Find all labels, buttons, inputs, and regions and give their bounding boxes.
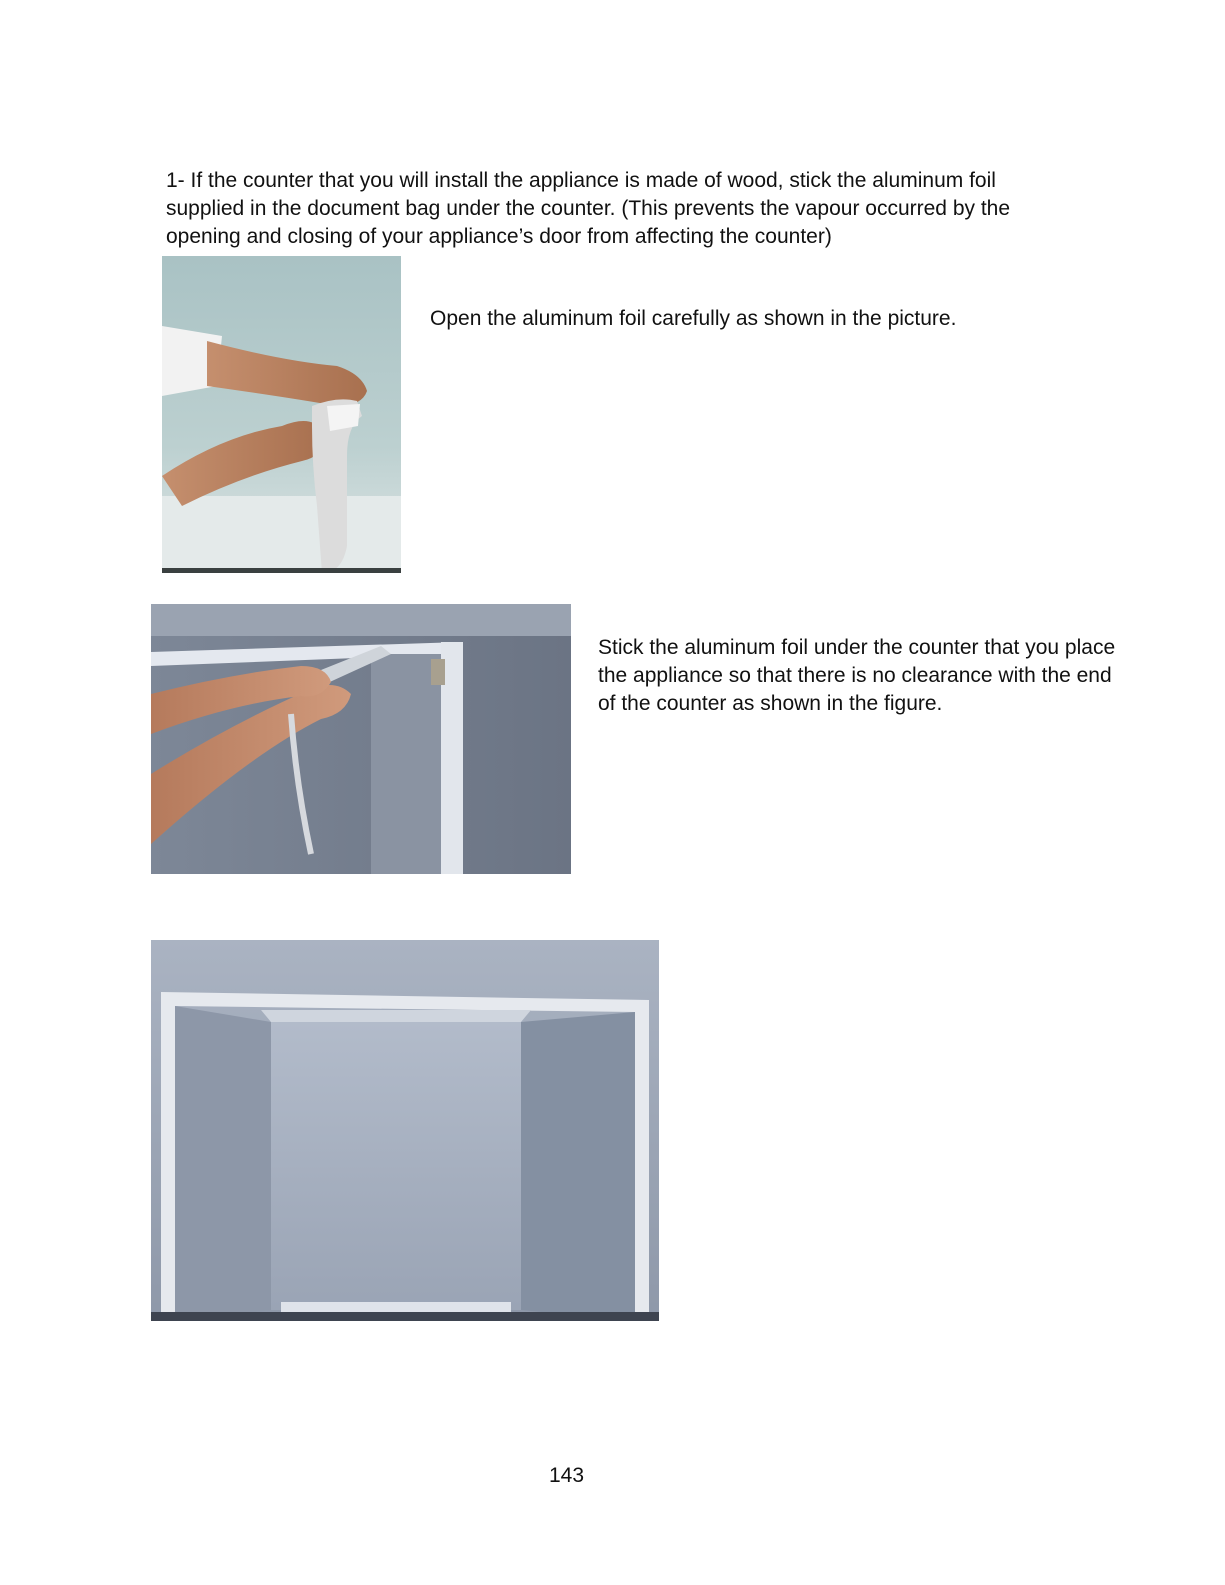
photo-opening-foil	[162, 256, 401, 573]
step1-caption: Open the aluminum foil carefully as shown in the picture.	[430, 307, 957, 330]
page-number: 143	[548, 1464, 585, 1487]
photo-foil-applied	[151, 940, 659, 1321]
step2-caption: Stick the aluminum foil under the counter that you place the appliance so that there is no clearance with the end of the counter as shown in the figure.	[598, 636, 1116, 715]
photo-sticking-foil	[151, 604, 571, 874]
intro-paragraph: 1- If the counter that you will install the appliance is made of wood, stick the aluminum foil supplied in the document bag under the counter. (This prevents the vapour occurred by the opening and closing of your appliance’s door from affecting the counter)	[166, 169, 1011, 248]
